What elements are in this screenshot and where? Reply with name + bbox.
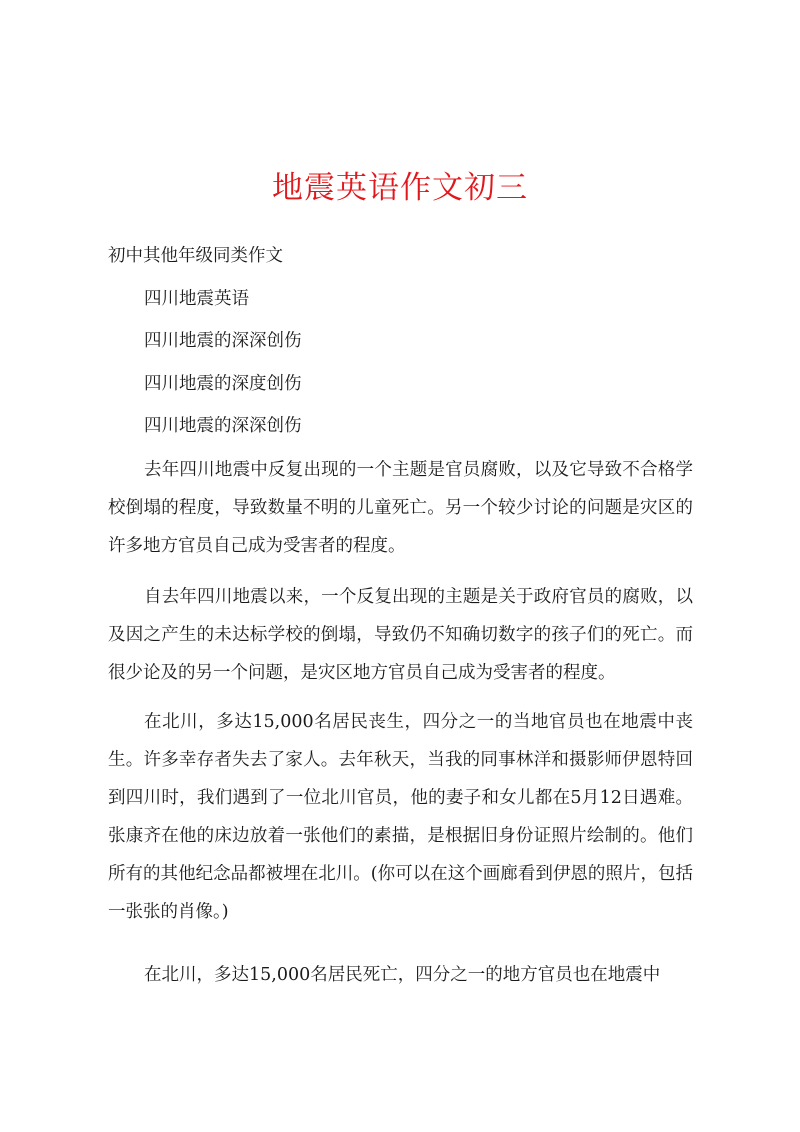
related-link[interactable]: 四川地震的深深创伤 <box>144 416 302 436</box>
paragraph: 自去年四川地震以来，一个反复出现的主题是关于政府官员的腐败，以及因之产生的未达标学校的倒塌，导致仍不知确切数字的孩子们的死亡。而很少论及的另一个问题，是灾区地方官员自己成为受害者的程度。 <box>108 587 693 683</box>
paragraph: 在北川，多达15,000名居民死亡，四分之一的地方官员也在地震中 <box>144 965 661 985</box>
related-link[interactable]: 四川地震英语 <box>144 289 249 309</box>
document-title: 地震英语作文初三 <box>272 170 528 206</box>
related-link[interactable]: 四川地震的深深创伤 <box>144 331 302 351</box>
paragraph: 去年四川地震中反复出现的一个主题是官员腐败，以及它导致不合格学校倒塌的程度，导致数量不明的儿童死亡。另一个较少讨论的问题是灾区的许多地方官员自己成为受害者的程度。 <box>108 460 693 556</box>
category-label: 初中其他年级同类作文 <box>108 246 283 266</box>
related-link[interactable]: 四川地震的深度创伤 <box>144 374 302 394</box>
paragraph: 在北川，多达15,000名居民丧生，四分之一的当地官员也在地震中丧生。许多幸存者失去了家人。去年秋天，当我的同事林洋和摄影师伊恩特回到四川时，我们遇到了一位北川官员，他的妻子和女儿都在5月12日遇难。张康齐在他的床边放着一张他们的素描，是根据旧身份证照片绘制的。他们所有的其他纪念品都被埋在北川。(你可以在这个画廊看到伊恩的照片，包括一张张的肖像。) <box>108 712 693 922</box>
